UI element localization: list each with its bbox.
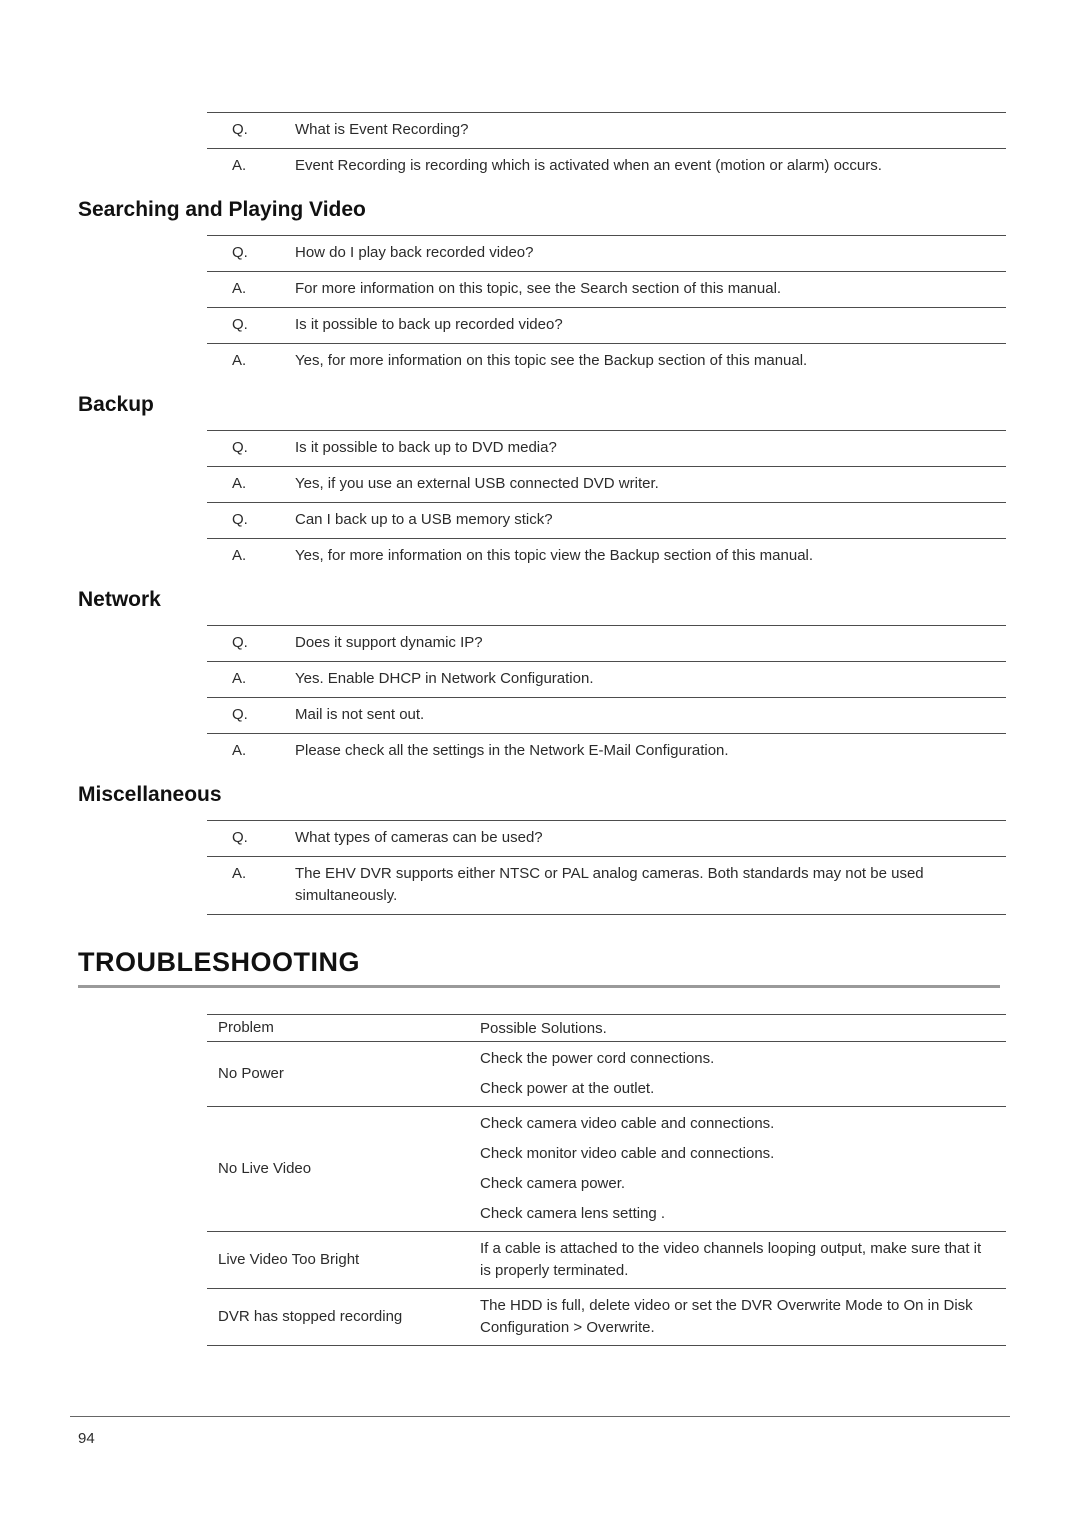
troubleshooting-title: TROUBLESHOOTING [78, 947, 360, 977]
qa-text: What types of cameras can be used? [295, 829, 543, 846]
solutions-column-header: Possible Solutions. [480, 1019, 607, 1037]
qa-label: Q. [232, 511, 248, 528]
qa-text: Yes, if you use an external USB connected DVD writer. [295, 475, 659, 492]
solution-line: Check power at the outlet. [480, 1080, 655, 1097]
faq-qa-table [207, 235, 1006, 379]
qa-label: Q. [232, 634, 248, 651]
qa-text: Does it support dynamic IP? [295, 634, 483, 651]
problem-cell: Live Video Too Bright [218, 1251, 360, 1268]
qa-label: Q. [232, 829, 248, 846]
troubleshooting-row [207, 1107, 1006, 1232]
qa-text: Mail is not sent out. [295, 706, 425, 723]
faq-section-heading: Backup [78, 393, 154, 416]
faq-question-row [207, 625, 1006, 661]
qa-label: A. [232, 352, 247, 369]
page-footer [70, 1416, 1010, 1448]
troubleshooting-row [207, 1232, 1006, 1289]
solutions-cell [480, 1291, 1006, 1343]
solution-line: If a cable is attached to the video channels looping output, make sure that it is properly terminated. [480, 1240, 982, 1279]
faq-qa-table [207, 112, 1006, 184]
qa-text: Is it possible to back up to DVD media? [295, 439, 557, 456]
qa-text: Yes. Enable DHCP in Network Configuration. [295, 670, 594, 687]
qa-text: Please check all the settings in the Network E-Mail Configuration. [295, 742, 729, 759]
faq-answer-row [207, 343, 1006, 379]
problem-column-header: Problem [218, 1019, 274, 1036]
troubleshooting-title-block [78, 947, 1000, 988]
qa-label: Q. [232, 244, 248, 261]
qa-label: A. [232, 280, 247, 297]
qa-label: Q. [232, 121, 248, 138]
faq-question-row [207, 235, 1006, 271]
qa-label: Q. [232, 706, 248, 723]
faq-answer-row [207, 661, 1006, 697]
troubleshooting-row [207, 1042, 1006, 1107]
qa-label: A. [232, 157, 247, 174]
qa-text: For more information on this topic, see the Search section of this manual. [295, 280, 782, 297]
qa-text: Yes, for more information on this topic see the Backup section of this manual. [295, 352, 808, 369]
page-number: 94 [78, 1430, 95, 1447]
problem-cell: No Live Video [218, 1160, 312, 1177]
qa-text: The EHV DVR supports either NTSC or PAL analog cameras. Both standards may not be used simultaneously. [295, 865, 924, 904]
solutions-cell [480, 1234, 1006, 1286]
qa-text: Event Recording is recording which is activated when an event (motion or alarm) occurs. [295, 157, 882, 174]
troubleshooting-row [207, 1289, 1006, 1346]
qa-label: A. [232, 670, 247, 687]
qa-label: A. [232, 547, 247, 564]
faq-question-row [207, 820, 1006, 856]
qa-text: How do I play back recorded video? [295, 244, 534, 261]
solution-line: Check camera lens setting . [480, 1205, 666, 1222]
faq-qa-table [207, 625, 1006, 769]
faq-answer-row [207, 733, 1006, 769]
faq-answer-row [207, 466, 1006, 502]
faq [0, 112, 1080, 915]
faq-answer-row [207, 538, 1006, 574]
qa-text: Can I back up to a USB memory stick? [295, 511, 553, 528]
troubleshooting-table [207, 1014, 1006, 1346]
faq-question-row [207, 697, 1006, 733]
faq-answer-row [207, 856, 1006, 915]
qa-text: Is it possible to back up recorded video? [295, 316, 563, 333]
faq-question-row [207, 502, 1006, 538]
qa-label: A. [232, 475, 247, 492]
qa-label: Q. [232, 316, 248, 333]
faq-section-heading: Network [78, 588, 161, 611]
faq-section-heading: Searching and Playing Video [78, 198, 366, 221]
problem-cell: No Power [218, 1065, 284, 1082]
solution-line: Check camera power. [480, 1175, 626, 1192]
problem-cell: DVR has stopped recording [218, 1308, 403, 1325]
faq-answer-row [207, 148, 1006, 184]
faq-qa-table [207, 430, 1006, 574]
solution-line: Check camera video cable and connections. [480, 1115, 775, 1132]
faq-question-row [207, 430, 1006, 466]
solution-line: Check monitor video cable and connections. [480, 1145, 775, 1162]
faq-question-row [207, 307, 1006, 343]
troubleshooting-title-rule [78, 985, 1000, 988]
solutions-cell [480, 1109, 1006, 1229]
solution-line: The HDD is full, delete video or set the DVR Overwrite Mode to On in Disk Configuration > Overwrite. [480, 1297, 973, 1336]
solution-line: Check the power cord connections. [480, 1050, 715, 1067]
qa-text: What is Event Recording? [295, 121, 469, 138]
faq-qa-table [207, 820, 1006, 915]
qa-text: Yes, for more information on this topic view the Backup section of this manual. [295, 547, 814, 564]
qa-label: A. [232, 742, 247, 759]
faq-question-row [207, 112, 1006, 148]
faq-section-heading: Miscellaneous [78, 783, 222, 806]
faq-answer-row [207, 271, 1006, 307]
qa-label: Q. [232, 439, 248, 456]
qa-label: A. [232, 865, 247, 882]
solutions-cell [480, 1044, 1006, 1104]
troubleshooting-header-row [207, 1015, 1006, 1042]
